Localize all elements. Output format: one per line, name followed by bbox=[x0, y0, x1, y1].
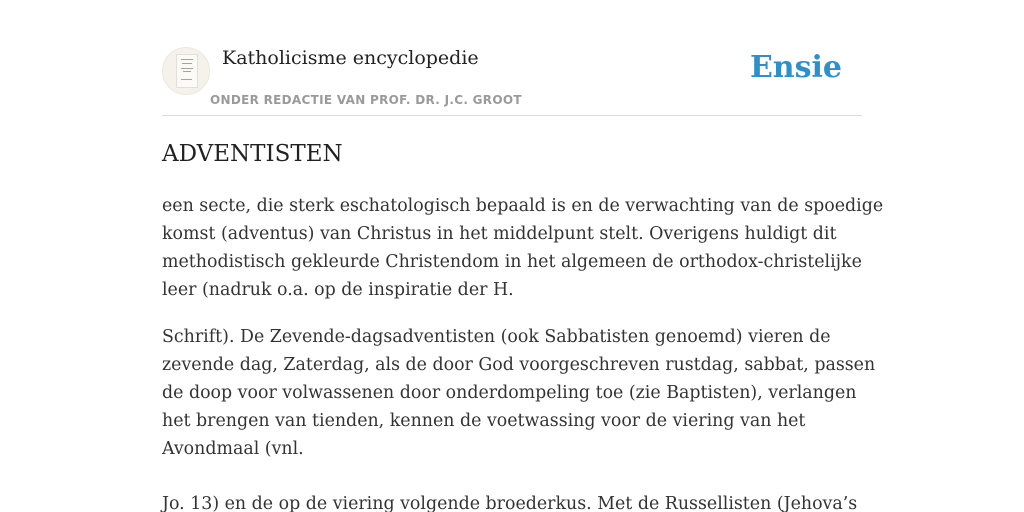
paragraph-line: een secte, die sterk eschatologisch bepaald is en de verwachting van de spoedige bbox=[162, 196, 884, 216]
paragraph-line: de doop voor volwassenen door onderdompeling toe (zie Baptisten), verlangen bbox=[162, 383, 857, 403]
site-subtitle: ONDER REDACTIE VAN PROF. DR. J.C. GROOT bbox=[210, 93, 522, 107]
article-paragraph bbox=[162, 192, 884, 304]
paragraph-line: Schrift). De Zevende-dagsadventisten (ook Sabbatisten genoemd) vieren de bbox=[162, 327, 831, 347]
paragraph-line: komst (adventus) van Christus in het middelpunt stelt. Overigens huldigt dit bbox=[162, 224, 837, 244]
cover-line bbox=[183, 71, 191, 72]
article-title: ADVENTISTEN bbox=[162, 141, 343, 167]
paragraph-line: Jo. 13) en de op de viering volgende broederkus. Met de Russellisten (Jehova’s bbox=[162, 494, 858, 512]
book-cover-sheet bbox=[176, 54, 198, 88]
paragraph-line: het brengen van tienden, kennen de voetwassing voor de viering van het bbox=[162, 411, 806, 431]
brand-logo[interactable]: Ensie bbox=[749, 50, 842, 85]
cover-line bbox=[182, 63, 192, 64]
paragraph-line: methodistisch gekleurde Christendom in het algemeen de orthodox-christelijke bbox=[162, 252, 862, 272]
site-header bbox=[162, 0, 862, 116]
cover-line bbox=[181, 59, 193, 60]
cover-line bbox=[181, 68, 193, 69]
article-paragraph bbox=[162, 490, 867, 512]
book-cover-icon[interactable] bbox=[162, 47, 210, 95]
cover-line bbox=[181, 79, 192, 80]
paragraph-line: leer (nadruk o.a. op de inspiratie der H. bbox=[162, 280, 514, 300]
paragraph-line: zevende dag, Zaterdag, als de door God voorgeschreven rustdag, sabbat, passen bbox=[162, 355, 876, 375]
paragraph-line: Avondmaal (vnl. bbox=[162, 439, 304, 459]
article-paragraph bbox=[162, 323, 876, 463]
page bbox=[162, 0, 884, 512]
site-title[interactable]: Katholicisme encyclopedie bbox=[222, 47, 479, 69]
